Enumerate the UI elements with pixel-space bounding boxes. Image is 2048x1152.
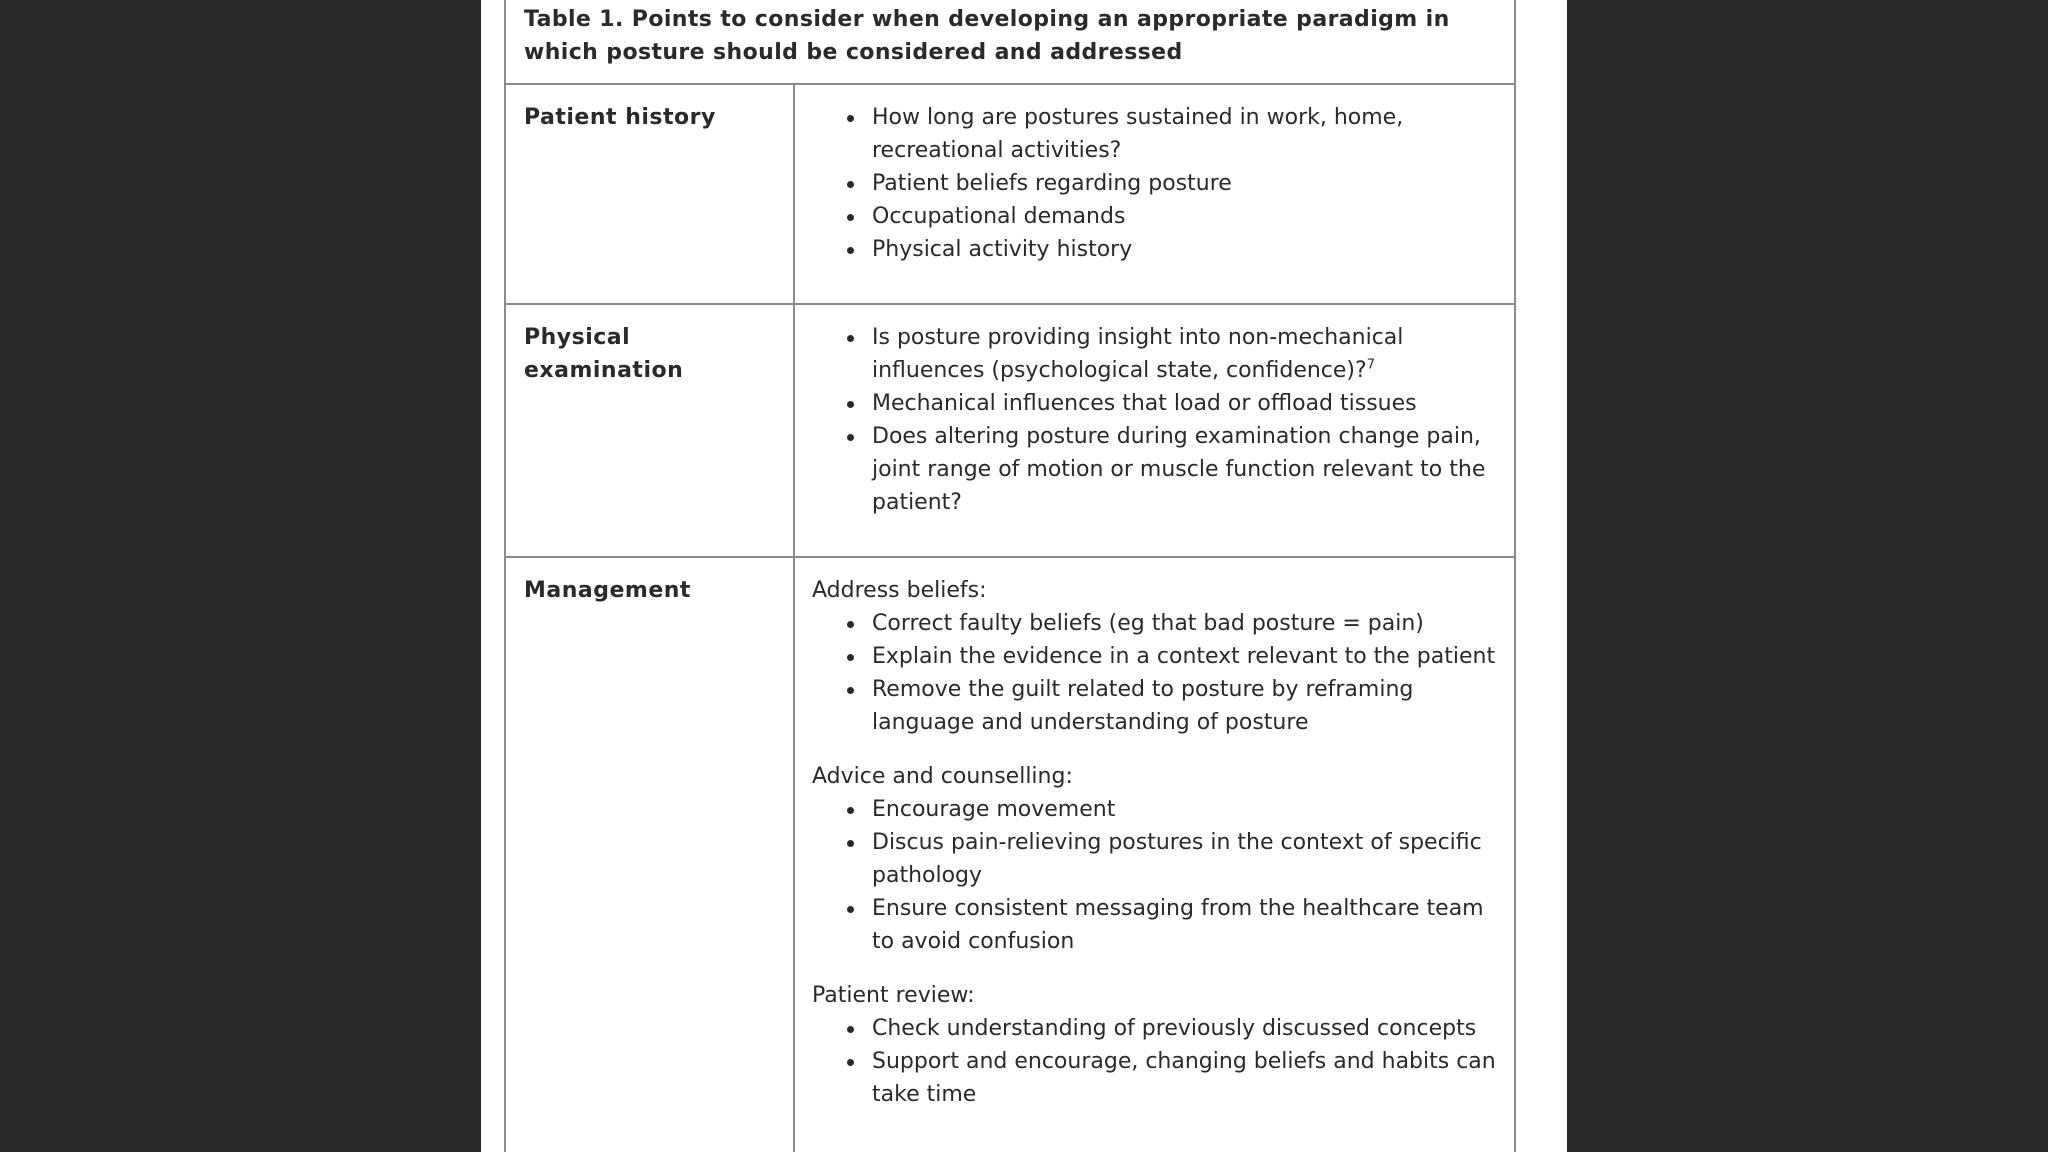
bullet-icon [847, 687, 854, 694]
group-heading: Advice and counselling: [812, 764, 1073, 789]
bullet-icon [847, 115, 854, 122]
row-content-physical-examination [795, 305, 1514, 556]
bullet-list [812, 101, 1500, 266]
bullet-icon [847, 247, 854, 254]
considerations-table [504, 0, 1516, 1152]
bullet-list [812, 321, 1500, 519]
list-item: Explain the evidence in a context relevant to the patient [812, 640, 1500, 673]
row-patient-history [506, 85, 1514, 305]
bullet-icon [847, 840, 854, 847]
bullet-icon [847, 434, 854, 441]
bullet-list [812, 607, 1500, 739]
list-item: Mechanical influences that load or offload tissues [812, 387, 1500, 420]
list-item: Ensure consistent messaging from the healthcare team to avoid confusion [812, 892, 1500, 958]
bullet-icon [847, 335, 854, 342]
management-group-review [812, 979, 1500, 1111]
row-management [506, 558, 1514, 1152]
list-item: How long are postures sustained in work, home, recreational activities? [812, 101, 1500, 167]
bullet-icon [847, 214, 854, 221]
list-item: Patient beliefs regarding posture [812, 167, 1500, 200]
bullet-icon [847, 1026, 854, 1033]
list-item: Encourage movement [812, 793, 1500, 826]
row-physical-examination [506, 305, 1514, 558]
list-item: Does altering posture during examination change pain, joint range of motion or muscle function relevant to the patient? [812, 420, 1500, 519]
row-label-patient-history: Patient history [506, 85, 795, 303]
bullet-icon [847, 906, 854, 913]
bullet-icon [847, 807, 854, 814]
list-item: Physical activity history [812, 233, 1500, 266]
row-label-physical-examination: Physical examination [506, 305, 795, 556]
list-item: Support and encourage, changing beliefs and habits can take time [812, 1045, 1500, 1111]
bullet-icon [847, 181, 854, 188]
list-item: Discus pain-relieving postures in the context of specific pathology [812, 826, 1500, 892]
bullet-list [812, 793, 1500, 958]
list-item: Remove the guilt related to posture by reframing language and understanding of posture [812, 673, 1500, 739]
group-heading: Patient review: [812, 983, 975, 1008]
row-label-management: Management [506, 558, 795, 1152]
reference-superscript: 7 [1366, 357, 1375, 373]
row-content-management [795, 558, 1514, 1152]
bullet-icon [847, 654, 854, 661]
bullet-list [812, 1012, 1500, 1111]
table-caption: Table 1. Points to consider when developing an appropriate paradigm in which posture should be considered and addressed [506, 0, 1514, 85]
management-group-beliefs [812, 574, 1500, 739]
bullet-icon [847, 621, 854, 628]
row-content-patient-history [795, 85, 1514, 303]
bullet-icon [847, 401, 854, 408]
bullet-icon [847, 1059, 854, 1066]
list-item: Correct faulty beliefs (eg that bad posture = pain) [812, 607, 1500, 640]
group-heading: Address beliefs: [812, 578, 987, 603]
document-page [481, 0, 1567, 1152]
list-item: Occupational demands [812, 200, 1500, 233]
list-item: Is posture providing insight into non-mechanical influences (psychological state, confidence)?$^7$ [812, 321, 1500, 387]
management-group-advice [812, 760, 1500, 958]
list-item: Check understanding of previously discussed concepts [812, 1012, 1500, 1045]
